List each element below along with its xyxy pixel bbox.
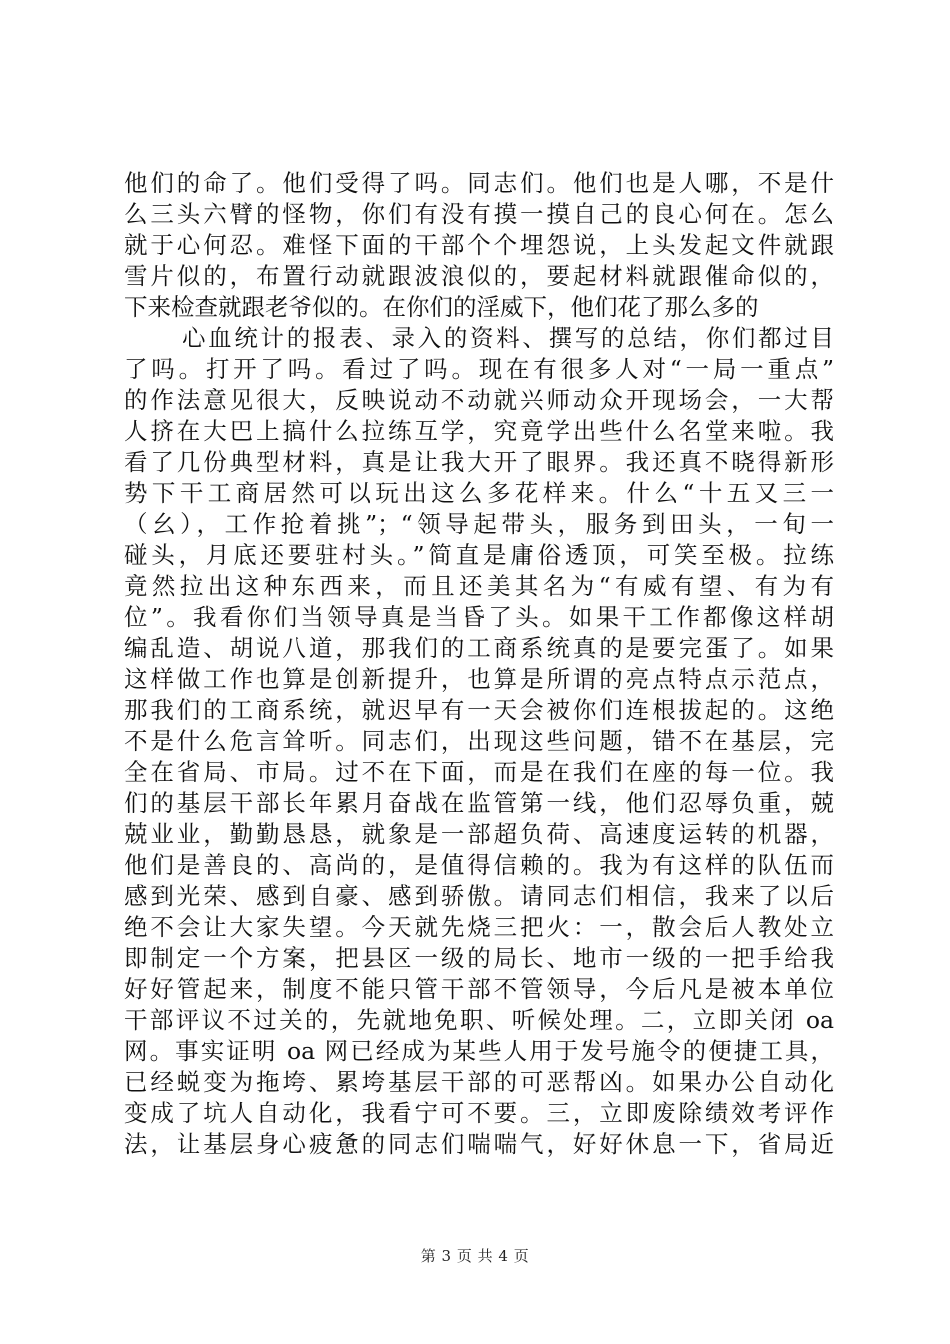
text-line: 感到光荣、感到自豪、感到骄傲。请同志们相信，我来了以后 <box>124 882 834 910</box>
text-line: 心血统计的报表、录入的资料、撰写的总结，你们都过目 <box>182 324 834 352</box>
text-line: 雪片似的，布置行动就跟波浪似的，要起材料就跟催命似的， <box>124 262 834 290</box>
text-line: 竟然拉出这种东西来，而且还美其名为“有威有望、有为有 <box>124 572 834 600</box>
text-line: 兢业业，勤勤恳恳，就象是一部超负荷、高速度运转的机器， <box>124 820 834 848</box>
text-line: 那我们的工商系统，就迟早有一天会被你们连根拔起的。这绝 <box>124 696 834 724</box>
text-line: 碰头，月底还要驻村头。”简直是庸俗透顶，可笑至极。拉练 <box>124 541 834 569</box>
text-line: 已经蜕变为拖垮、累垮基层干部的可恶帮凶。如果办公自动化 <box>124 1068 834 1096</box>
text-line: 下来检查就跟老爷似的。在你们的淫威下，他们花了那么多的 <box>124 293 759 321</box>
text-line: 么三头六臂的怪物，你们有没有摸一摸自己的良心何在。怎么 <box>124 200 834 228</box>
text-line: 干部评议不过关的，先就地免职、听候处理。二，立即关闭 oa <box>124 1006 834 1034</box>
text-line: 即制定一个方案，把县区一级的局长、地市一级的一把手给我 <box>124 944 834 972</box>
text-line: 他们是善良的、高尚的，是值得信赖的。我为有这样的队伍而 <box>124 851 834 879</box>
text-line: 全在省局、市局。过不在下面，而是在我们在座的每一位。我 <box>124 758 834 786</box>
text-line: （幺），工作抢着挑”；“领导起带头，服务到田头，一旬一 <box>124 510 834 538</box>
text-line: 他们的命了。他们受得了吗。同志们。他们也是人哪，不是什 <box>124 169 834 197</box>
page-number: 第 3 页 共 4 页 <box>420 1247 530 1265</box>
text-line: 编乱造、胡说八道，那我们的工商系统真的是要完蛋了。如果 <box>124 634 834 662</box>
text-line: 们的基层干部长年累月奋战在监管第一线，他们忍辱负重，兢 <box>124 789 834 817</box>
text-line: 看了几份典型材料，真是让我大开了眼界。我还真不晓得新形 <box>124 448 834 476</box>
text-line: 网。事实证明 oa 网已经成为某些人用于发号施令的便捷工具， <box>124 1037 834 1065</box>
text-line: 不是什么危言耸听。同志们，出现这些问题，错不在基层，完 <box>124 727 834 755</box>
page-footer <box>0 1245 950 1266</box>
text-line: 的作法意见很大，反映说动不动就兴师动众开现场会，一大帮 <box>124 386 834 414</box>
text-line: 了吗。打开了吗。看过了吗。现在有很多人对“一局一重点” <box>124 355 834 383</box>
text-line: 好好管起来，制度不能只管干部不管领导，今后凡是被本单位 <box>124 975 834 1003</box>
text-line: 变成了坑人自动化，我看宁可不要。三，立即废除绩效考评作 <box>124 1099 834 1127</box>
body-text <box>124 168 834 1160</box>
text-line: 势下干工商居然可以玩出这么多花样来。什么“十五又三一 <box>124 479 834 507</box>
text-line: 这样做工作也算是创新提升，也算是所谓的亮点特点示范点， <box>124 665 834 693</box>
text-line: 位”。我看你们当领导真是当昏了头。如果干工作都像这样胡 <box>124 603 834 631</box>
text-line: 人挤在大巴上搞什么拉练互学，究竟学出些什么名堂来啦。我 <box>124 417 834 445</box>
text-line: 法，让基层身心疲惫的同志们喘喘气，好好休息一下，省局近 <box>124 1130 834 1158</box>
text-line: 绝不会让大家失望。今天就先烧三把火：一，散会后人教处立 <box>124 913 834 941</box>
text-line: 就于心何忍。难怪下面的干部个个埋怨说，上头发起文件就跟 <box>124 231 834 259</box>
